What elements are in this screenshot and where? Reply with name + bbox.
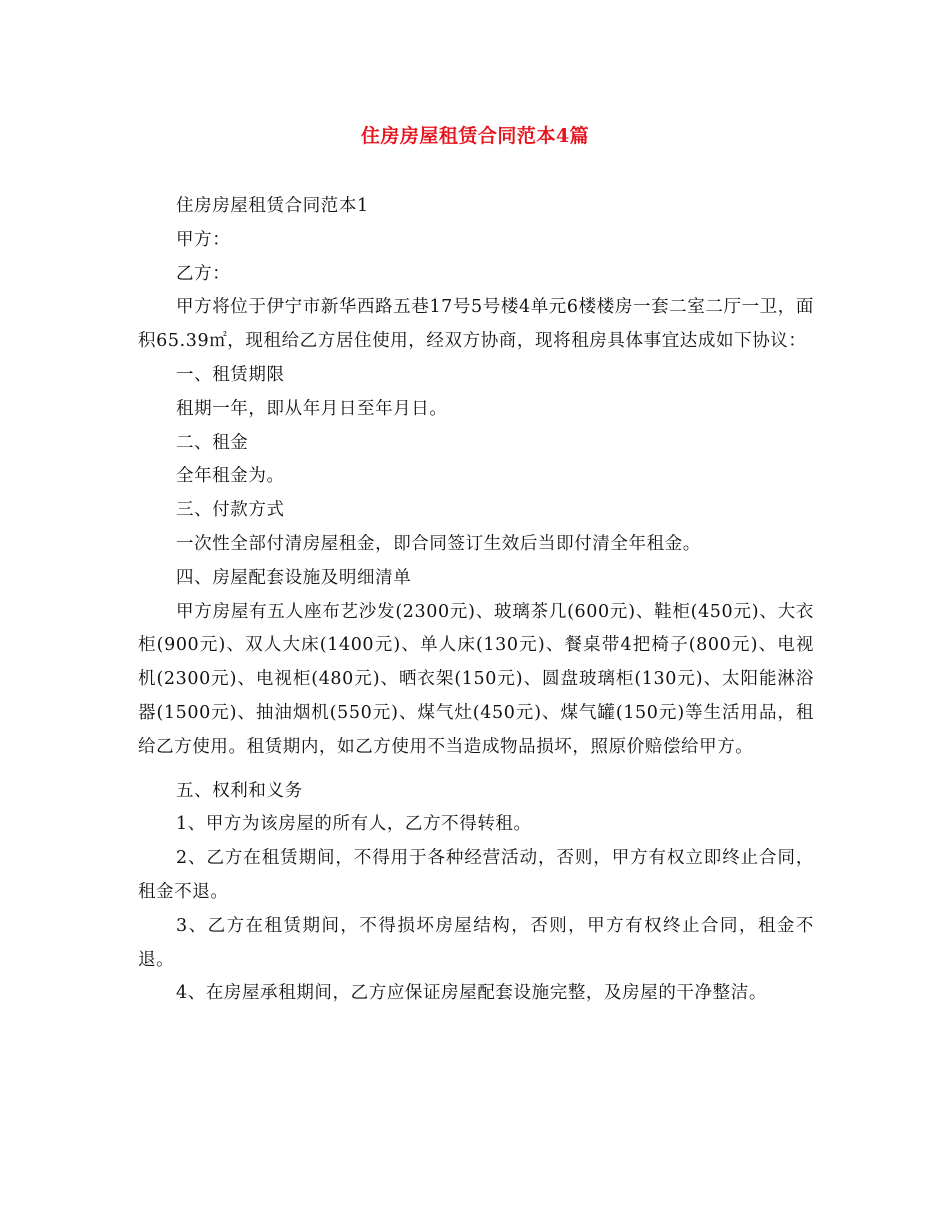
clause-heading-rights: 五、权利和义务 <box>176 780 303 801</box>
clause-heading-facilities: 四、房屋配套设施及明细清单 <box>176 567 412 588</box>
clause-text-payment: 一次性全部付清房屋租金，即合同签订生效后当即付清全年租金。 <box>176 533 701 554</box>
document-body <box>138 190 814 1011</box>
party-a-line: 甲方： <box>176 229 231 250</box>
rights-item-1: 1、甲方为该房屋的所有人，乙方不得转租。 <box>176 814 532 835</box>
clause-heading-rent: 二、租金 <box>176 432 249 453</box>
rights-item-4: 4、在房屋承租期间，乙方应保证房屋配套设施完整，及房屋的干净整洁。 <box>176 983 767 1004</box>
clause-text-term: 租期一年，即从年月日至年月日。 <box>176 398 448 419</box>
clause-text-facilities: 甲方房屋有五人座布艺沙发(2300元)、玻璃茶几(600元)、鞋柜(450元)、大衣柜(900元)、双人大床(1400元)、单人床(130元)、餐桌带4把椅子(800元)、电视机(2300元)、电视柜(480元)、晒衣架(150元)、圆盘玻璃柜(130元)、太阳能淋浴器(1500元)、抽油烟机(550元)、煤气灶(450元)、煤气罐(150元)等生活用品，租给乙方使用。租赁期内，如乙方使用不当造成物品损坏，照原价赔偿给甲方。 <box>138 601 814 757</box>
clause-heading-term: 一、租赁期限 <box>176 364 285 385</box>
clause-text-rent: 全年租金为。 <box>176 466 285 487</box>
clause-heading-payment: 三、付款方式 <box>176 500 285 521</box>
section-heading: 住房房屋租赁合同范本1 <box>176 196 369 216</box>
rights-item-2: 2、乙方在租赁期间，不得用于各种经营活动，否则，甲方有权立即终止合同，租金不退。 <box>138 848 814 902</box>
rights-item-3: 3、乙方在租赁期间，不得损坏房屋结构，否则，甲方有权终止合同，租金不退。 <box>138 915 814 970</box>
document-title: 住房房屋租赁合同范本4篇 <box>360 125 590 147</box>
party-b-line: 乙方： <box>176 263 231 284</box>
intro-paragraph: 甲方将位于伊宁市新华西路五巷17号5号楼4单元6楼楼房一套二室二厅一卫，面积65.39㎡，现租给乙方居住使用，经双方协商，现将租房具体事宜达成如下协议： <box>138 297 814 352</box>
